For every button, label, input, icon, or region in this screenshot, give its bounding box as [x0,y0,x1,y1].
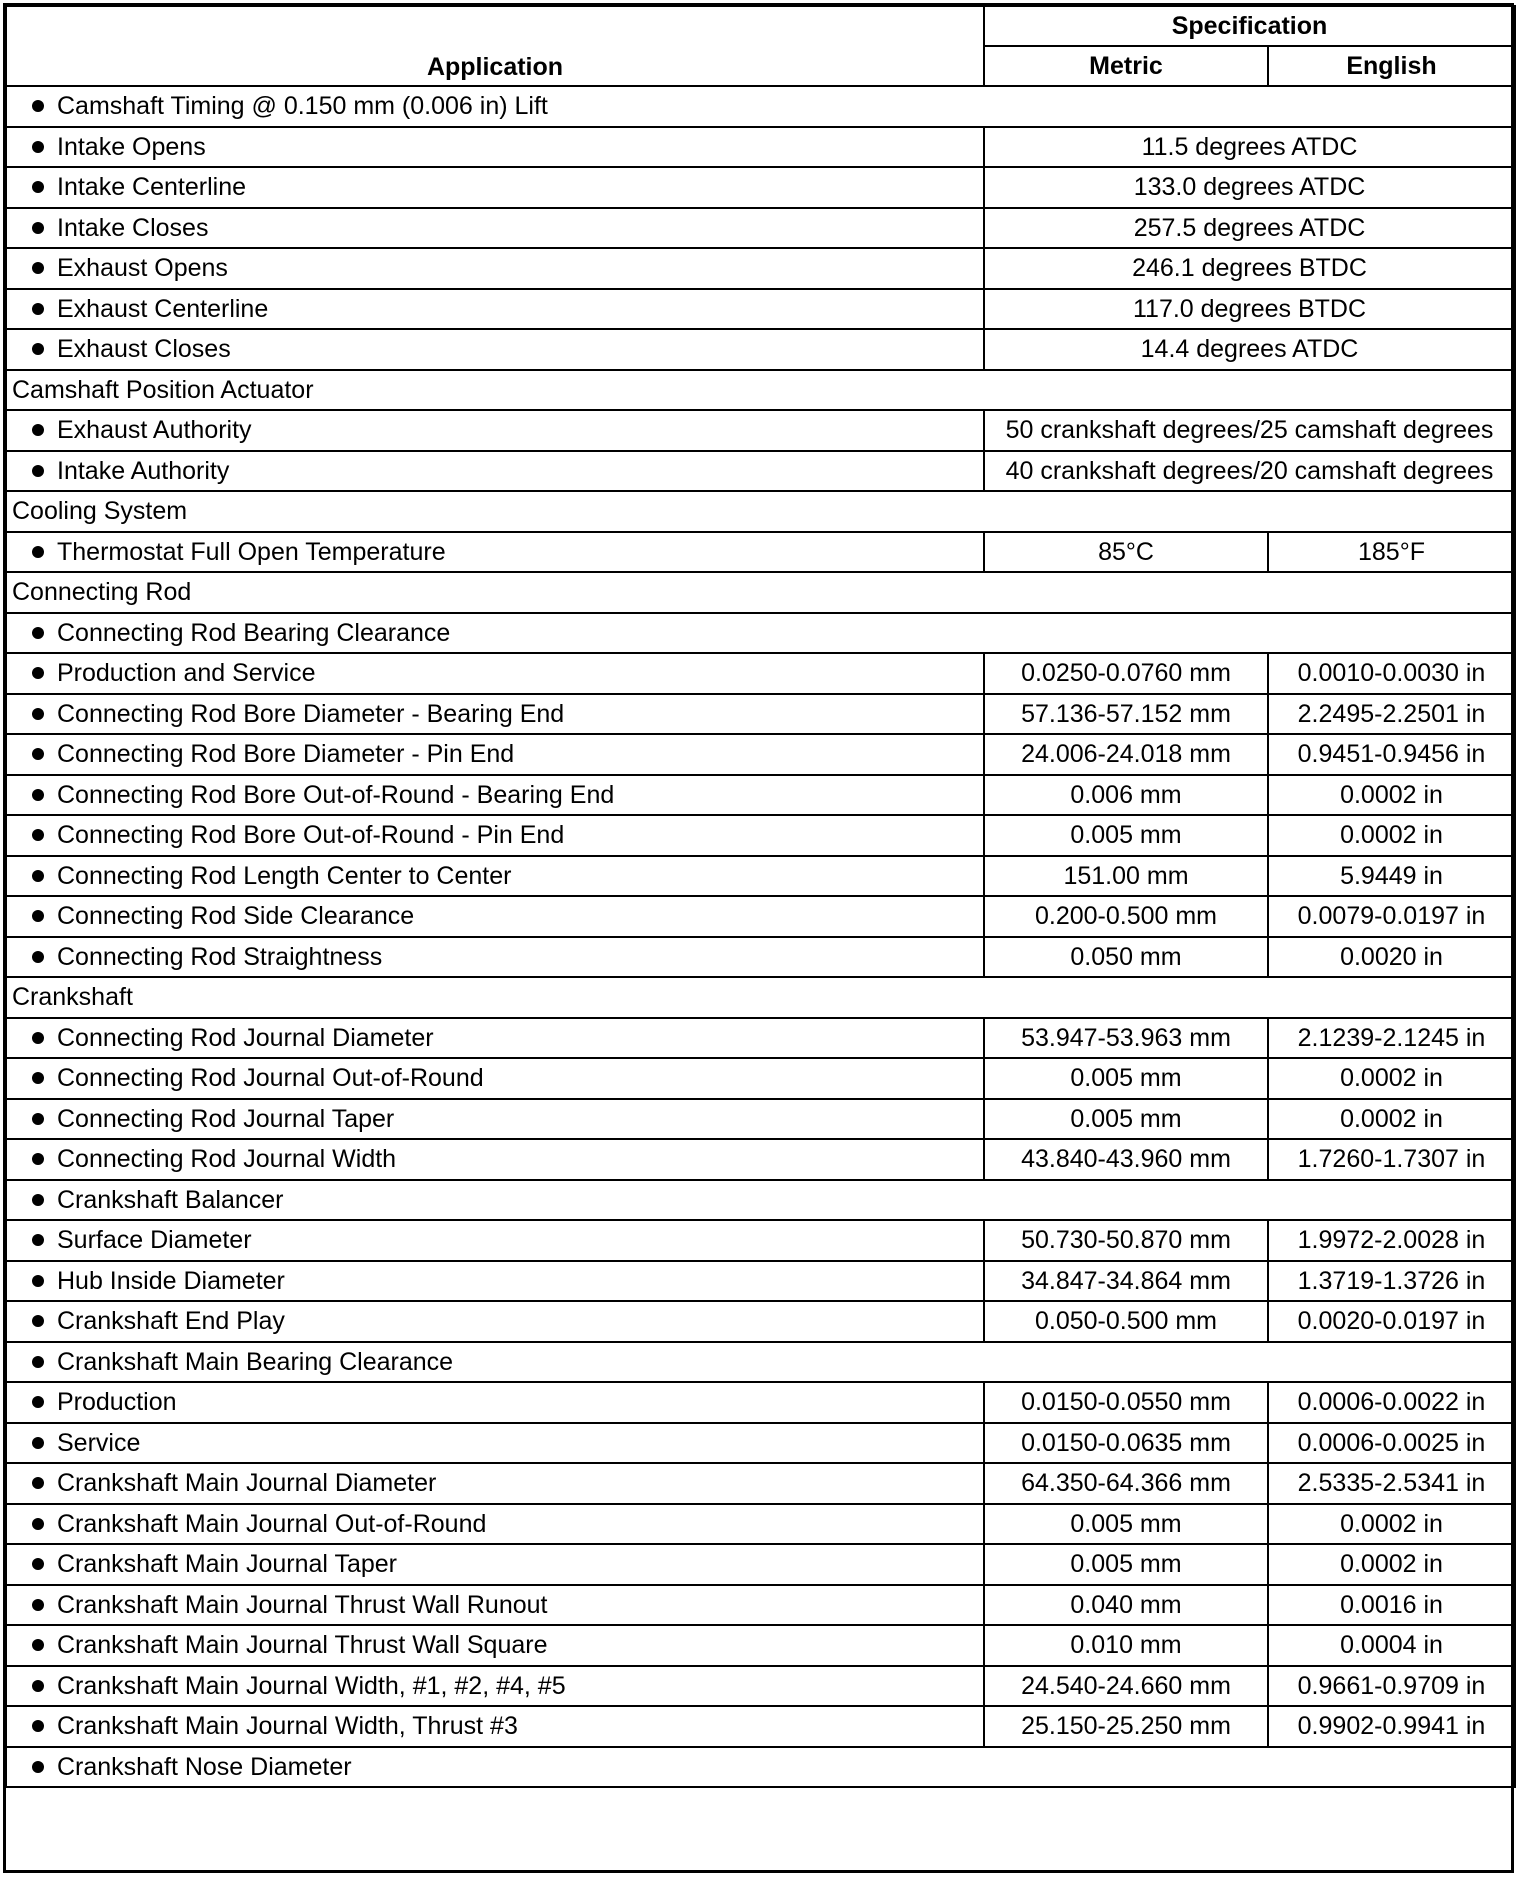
application-cell: Crankshaft Main Journal Out-of-Round [6,1504,984,1545]
metric-cell: 0.005 mm [984,815,1268,856]
metric-cell: 24.540-24.660 mm [984,1666,1268,1707]
english-cell: 0.9451-0.9456 in [1268,734,1515,775]
table-row [6,410,1515,451]
table-row [6,1139,1515,1180]
table-row [6,1747,1515,1788]
english-cell: 0.0016 in [1268,1585,1515,1626]
table-row [6,1504,1515,1545]
specification-cell: 117.0 degrees BTDC [984,289,1515,330]
section-heading: Crankshaft [6,977,1515,1018]
table-row [6,1463,1515,1504]
header-english: English [1268,46,1515,86]
application-cell: Connecting Rod Journal Taper [6,1099,984,1140]
application-cell: Thermostat Full Open Temperature [6,532,984,573]
table-row [6,937,1515,978]
application-cell: Crankshaft Main Journal Taper [6,1544,984,1585]
metric-cell: 50.730-50.870 mm [984,1220,1268,1261]
table-row [6,1382,1515,1423]
application-cell: Exhaust Opens [6,248,984,289]
table-row [6,1180,1515,1221]
english-cell: 0.0002 in [1268,1099,1515,1140]
metric-cell: 24.006-24.018 mm [984,734,1268,775]
english-cell: 0.0002 in [1268,815,1515,856]
english-cell: 5.9449 in [1268,856,1515,897]
english-cell: 0.0006-0.0022 in [1268,1382,1515,1423]
application-cell: Production and Service [6,653,984,694]
specification-cell: 50 crankshaft degrees/25 camshaft degrees [984,410,1515,451]
metric-cell: 0.005 mm [984,1099,1268,1140]
specification-cell: 14.4 degrees ATDC [984,329,1515,370]
section-heading: Connecting Rod [6,572,1515,613]
application-cell: Connecting Rod Bore Out-of-Round - Pin End [6,815,984,856]
table-row [6,775,1515,816]
metric-cell: 151.00 mm [984,856,1268,897]
specification-cell: 133.0 degrees ATDC [984,167,1515,208]
section-heading: Camshaft Position Actuator [6,370,1515,411]
table-row [6,329,1515,370]
application-cell: Connecting Rod Length Center to Center [6,856,984,897]
table-body [6,86,1515,1787]
english-cell: 0.0002 in [1268,1544,1515,1585]
english-cell: 0.0006-0.0025 in [1268,1423,1515,1464]
application-cell: Service [6,1423,984,1464]
bulleted-heading: Crankshaft Main Bearing Clearance [6,1342,1515,1383]
application-cell: Exhaust Centerline [6,289,984,330]
application-cell: Surface Diameter [6,1220,984,1261]
english-cell: 0.9661-0.9709 in [1268,1666,1515,1707]
metric-cell: 53.947-53.963 mm [984,1018,1268,1059]
table-row [6,1018,1515,1059]
english-cell: 185°F [1268,532,1515,573]
application-cell: Crankshaft Main Journal Thrust Wall Square [6,1625,984,1666]
section-row [6,977,1515,1018]
table-row [6,1423,1515,1464]
table-row [6,451,1515,492]
english-cell: 0.0020 in [1268,937,1515,978]
table-row [6,1301,1515,1342]
application-cell: Connecting Rod Straightness [6,937,984,978]
section-row [6,370,1515,411]
table-row [6,1625,1515,1666]
table-row [6,1666,1515,1707]
table-row [6,613,1515,654]
application-cell: Connecting Rod Bore Out-of-Round - Bearing End [6,775,984,816]
specification-cell: 11.5 degrees ATDC [984,127,1515,168]
table-row [6,1706,1515,1747]
header-application: Application [6,6,984,86]
table-row [6,1220,1515,1261]
bulleted-heading: Connecting Rod Bearing Clearance [6,613,1515,654]
table-row [6,1342,1515,1383]
application-cell: Connecting Rod Bore Diameter - Bearing End [6,694,984,735]
english-cell: 2.5335-2.5341 in [1268,1463,1515,1504]
table-row [6,815,1515,856]
header-metric: Metric [984,46,1268,86]
table-row [6,653,1515,694]
table-row [6,734,1515,775]
application-cell: Intake Opens [6,127,984,168]
table-row [6,1261,1515,1302]
table-row [6,694,1515,735]
application-cell: Production [6,1382,984,1423]
specification-cell: 257.5 degrees ATDC [984,208,1515,249]
application-cell: Exhaust Authority [6,410,984,451]
english-cell: 0.0002 in [1268,775,1515,816]
metric-cell: 57.136-57.152 mm [984,694,1268,735]
specification-cell: 40 crankshaft degrees/20 camshaft degrees [984,451,1515,492]
section-heading: Cooling System [6,491,1515,532]
metric-cell: 0.005 mm [984,1504,1268,1545]
table-row [6,856,1515,897]
metric-cell: 0.050 mm [984,937,1268,978]
table-row [6,532,1515,573]
metric-cell: 0.200-0.500 mm [984,896,1268,937]
english-cell: 0.0002 in [1268,1058,1515,1099]
english-cell: 1.7260-1.7307 in [1268,1139,1515,1180]
table-row [6,896,1515,937]
bulleted-heading: Crankshaft Nose Diameter [6,1747,1515,1788]
metric-cell: 25.150-25.250 mm [984,1706,1268,1747]
metric-cell: 0.050-0.500 mm [984,1301,1268,1342]
table-row [6,1058,1515,1099]
english-cell: 0.9902-0.9941 in [1268,1706,1515,1747]
application-cell: Exhaust Closes [6,329,984,370]
metric-cell: 0.005 mm [984,1058,1268,1099]
application-cell: Connecting Rod Side Clearance [6,896,984,937]
metric-cell: 64.350-64.366 mm [984,1463,1268,1504]
english-cell: 0.0010-0.0030 in [1268,653,1515,694]
section-row [6,491,1515,532]
metric-cell: 0.010 mm [984,1625,1268,1666]
application-cell: Connecting Rod Journal Diameter [6,1018,984,1059]
metric-cell: 0.040 mm [984,1585,1268,1626]
table-row [6,208,1515,249]
english-cell: 2.1239-2.1245 in [1268,1018,1515,1059]
application-cell: Connecting Rod Journal Width [6,1139,984,1180]
table-row [6,289,1515,330]
application-cell: Crankshaft Main Journal Thrust Wall Runout [6,1585,984,1626]
application-cell: Connecting Rod Journal Out-of-Round [6,1058,984,1099]
application-cell: Crankshaft End Play [6,1301,984,1342]
table-row [6,1585,1515,1626]
metric-cell: 85°C [984,532,1268,573]
specification-table [5,5,1516,1788]
english-cell: 1.3719-1.3726 in [1268,1261,1515,1302]
metric-cell: 0.0250-0.0760 mm [984,653,1268,694]
application-cell: Intake Closes [6,208,984,249]
application-cell: Intake Centerline [6,167,984,208]
specification-cell: 246.1 degrees BTDC [984,248,1515,289]
english-cell: 2.2495-2.2501 in [1268,694,1515,735]
english-cell: 1.9972-2.0028 in [1268,1220,1515,1261]
metric-cell: 34.847-34.864 mm [984,1261,1268,1302]
application-cell: Intake Authority [6,451,984,492]
bulleted-heading: Crankshaft Balancer [6,1180,1515,1221]
metric-cell: 0.0150-0.0550 mm [984,1382,1268,1423]
header-specification: Specification [984,6,1515,46]
table-row [6,1099,1515,1140]
table-row [6,86,1515,127]
application-cell: Hub Inside Diameter [6,1261,984,1302]
bulleted-heading: Camshaft Timing @ 0.150 mm (0.006 in) Lift [6,86,1515,127]
table-row [6,127,1515,168]
english-cell: 0.0002 in [1268,1504,1515,1545]
table-row [6,167,1515,208]
application-cell: Crankshaft Main Journal Diameter [6,1463,984,1504]
application-cell: Connecting Rod Bore Diameter - Pin End [6,734,984,775]
metric-cell: 43.840-43.960 mm [984,1139,1268,1180]
application-cell: Crankshaft Main Journal Width, #1, #2, #4, #5 [6,1666,984,1707]
table-row [6,1544,1515,1585]
metric-cell: 0.0150-0.0635 mm [984,1423,1268,1464]
english-cell: 0.0004 in [1268,1625,1515,1666]
english-cell: 0.0020-0.0197 in [1268,1301,1515,1342]
section-row [6,572,1515,613]
application-cell: Crankshaft Main Journal Width, Thrust #3 [6,1706,984,1747]
english-cell: 0.0079-0.0197 in [1268,896,1515,937]
table-row [6,248,1515,289]
metric-cell: 0.006 mm [984,775,1268,816]
metric-cell: 0.005 mm [984,1544,1268,1585]
